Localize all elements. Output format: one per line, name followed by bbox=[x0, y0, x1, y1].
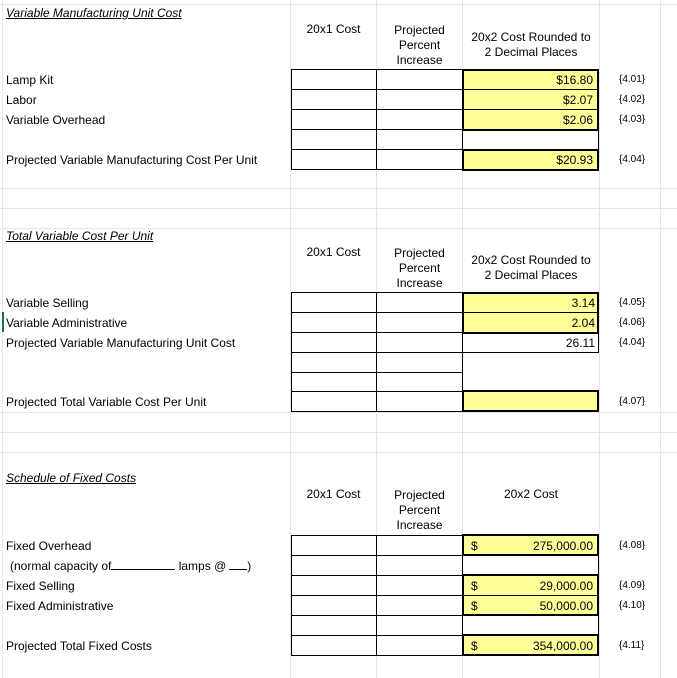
lamp-kit-value: $16.80 bbox=[556, 73, 593, 87]
projected-total-variable-cost-label: Projected Total Variable Cost Per Unit bbox=[6, 395, 207, 409]
variable-overhead-value: $2.06 bbox=[562, 113, 593, 127]
input-cell[interactable] bbox=[462, 615, 599, 636]
input-cell[interactable] bbox=[376, 535, 463, 556]
input-cell[interactable] bbox=[376, 69, 463, 90]
input-cell[interactable] bbox=[376, 391, 463, 412]
projected-variable-mfg-cost-value: $20.93 bbox=[556, 153, 593, 167]
currency-symbol: $ bbox=[471, 599, 478, 613]
gridline bbox=[0, 412, 677, 413]
projected-variable-mfg-unit-cost-value: 26.11 bbox=[565, 336, 595, 350]
labor-value: $2.07 bbox=[562, 93, 593, 107]
ref-label: {4.04} bbox=[619, 337, 646, 348]
input-cell[interactable] bbox=[291, 615, 377, 636]
input-cell[interactable] bbox=[376, 129, 463, 150]
variable-selling-label: Variable Selling bbox=[6, 296, 89, 310]
gridline bbox=[0, 432, 677, 433]
input-cell[interactable] bbox=[462, 555, 599, 576]
ref-label: {4.02} bbox=[619, 94, 646, 105]
input-cell[interactable] bbox=[376, 575, 463, 596]
input-cell[interactable] bbox=[376, 635, 463, 656]
yellow-answer-cell[interactable] bbox=[462, 390, 599, 412]
input-cell[interactable] bbox=[376, 595, 463, 616]
input-cell[interactable] bbox=[376, 312, 463, 333]
input-cell[interactable] bbox=[376, 555, 463, 576]
input-cell[interactable] bbox=[291, 292, 377, 313]
fixed-administrative-value: 50,000.00 bbox=[539, 599, 593, 613]
input-cell[interactable] bbox=[376, 615, 463, 636]
fixed-administrative-label: Fixed Administrative bbox=[6, 599, 114, 613]
gridline bbox=[2, 0, 3, 678]
ref-label: {4.07} bbox=[619, 396, 646, 407]
ref-label: {4.04} bbox=[619, 154, 646, 165]
section2-col3-header: 20x2 Cost Rounded to 2 Decimal Places bbox=[471, 253, 591, 282]
projected-total-fixed-costs-label: Projected Total Fixed Costs bbox=[6, 639, 152, 653]
fixed-selling-label: Fixed Selling bbox=[6, 579, 75, 593]
section1-col3-header: 20x2 Cost Rounded to 2 Decimal Places bbox=[471, 30, 591, 59]
gridline bbox=[0, 4, 677, 5]
normal-capacity-label: (normal capacity of lamps @ ) bbox=[10, 559, 252, 573]
section1-col1-header: 20x1 Cost bbox=[306, 22, 361, 36]
input-cell[interactable] bbox=[376, 109, 463, 130]
input-cell[interactable] bbox=[291, 89, 377, 110]
section2-col2-header: Projected Percent Increase bbox=[394, 246, 445, 290]
fixed-selling-value: 29,000.00 bbox=[539, 579, 593, 593]
input-cell[interactable] bbox=[291, 575, 377, 596]
variable-selling-value: 3.14 bbox=[571, 296, 595, 310]
ref-label: {4.10} bbox=[619, 600, 646, 611]
section3-col1-header: 20x1 Cost bbox=[306, 487, 361, 501]
projected-total-fixed-costs-value: 354,000.00 bbox=[532, 639, 593, 653]
variable-administrative-label: Variable Administrative bbox=[6, 316, 128, 330]
currency-symbol: $ bbox=[471, 539, 478, 553]
section1-title: Variable Manufacturing Unit Cost bbox=[6, 6, 182, 20]
input-cell[interactable] bbox=[291, 69, 377, 90]
input-cell[interactable] bbox=[376, 89, 463, 110]
section3-col2-header: Projected Percent Increase bbox=[394, 488, 445, 532]
input-cell[interactable] bbox=[291, 312, 377, 333]
ref-label: {4.03} bbox=[619, 114, 646, 125]
input-cell[interactable] bbox=[376, 292, 463, 313]
section1-col2-header: Projected Percent Increase bbox=[394, 23, 445, 67]
section3-col3-header: 20x2 Cost bbox=[503, 487, 559, 501]
input-cell[interactable] bbox=[291, 129, 377, 150]
fixed-overhead-value: 275,000.00 bbox=[532, 539, 593, 553]
input-cell[interactable] bbox=[291, 352, 377, 373]
projected-variable-mfg-unit-cost-label: Projected Variable Manufacturing Unit Cost bbox=[6, 336, 236, 350]
fixed-overhead-label: Fixed Overhead bbox=[6, 539, 92, 553]
input-cell[interactable] bbox=[291, 555, 377, 576]
labor-label: Labor bbox=[6, 93, 37, 107]
input-cell[interactable] bbox=[291, 149, 377, 170]
ref-label: {4.11} bbox=[619, 640, 645, 651]
input-cell[interactable] bbox=[376, 332, 463, 353]
input-cell[interactable] bbox=[376, 149, 463, 170]
gridline bbox=[660, 0, 661, 678]
projected-variable-mfg-cost-label: Projected Variable Manufacturing Cost Per Unit bbox=[6, 153, 258, 167]
input-cell[interactable] bbox=[376, 352, 463, 373]
currency-symbol: $ bbox=[471, 579, 478, 593]
gridline bbox=[0, 452, 677, 453]
ref-label: {4.05} bbox=[619, 297, 646, 308]
section3-title: Schedule of Fixed Costs bbox=[6, 471, 137, 485]
input-cell[interactable] bbox=[376, 372, 463, 393]
gridline bbox=[599, 0, 600, 678]
gridline bbox=[0, 188, 677, 189]
ref-label: {4.09} bbox=[619, 580, 646, 591]
input-cell[interactable] bbox=[291, 535, 377, 556]
section2-title: Total Variable Cost Per Unit bbox=[6, 229, 154, 243]
input-cell[interactable] bbox=[291, 332, 377, 353]
input-cell[interactable] bbox=[291, 635, 377, 656]
ref-label: {4.06} bbox=[619, 317, 646, 328]
ref-label: {4.01} bbox=[619, 74, 646, 85]
input-cell[interactable] bbox=[291, 372, 377, 393]
variable-overhead-label: Variable Overhead bbox=[6, 113, 106, 127]
variable-administrative-value: 2.04 bbox=[571, 316, 595, 330]
lamp-kit-label: Lamp Kit bbox=[6, 73, 54, 87]
input-cell[interactable] bbox=[291, 595, 377, 616]
section2-col1-header: 20x1 Cost bbox=[306, 245, 361, 259]
currency-symbol: $ bbox=[471, 639, 478, 653]
ref-label: {4.08} bbox=[619, 540, 646, 551]
gridline bbox=[0, 208, 677, 209]
input-cell[interactable] bbox=[462, 130, 599, 150]
input-cell[interactable] bbox=[291, 109, 377, 130]
input-cell[interactable] bbox=[291, 391, 377, 412]
